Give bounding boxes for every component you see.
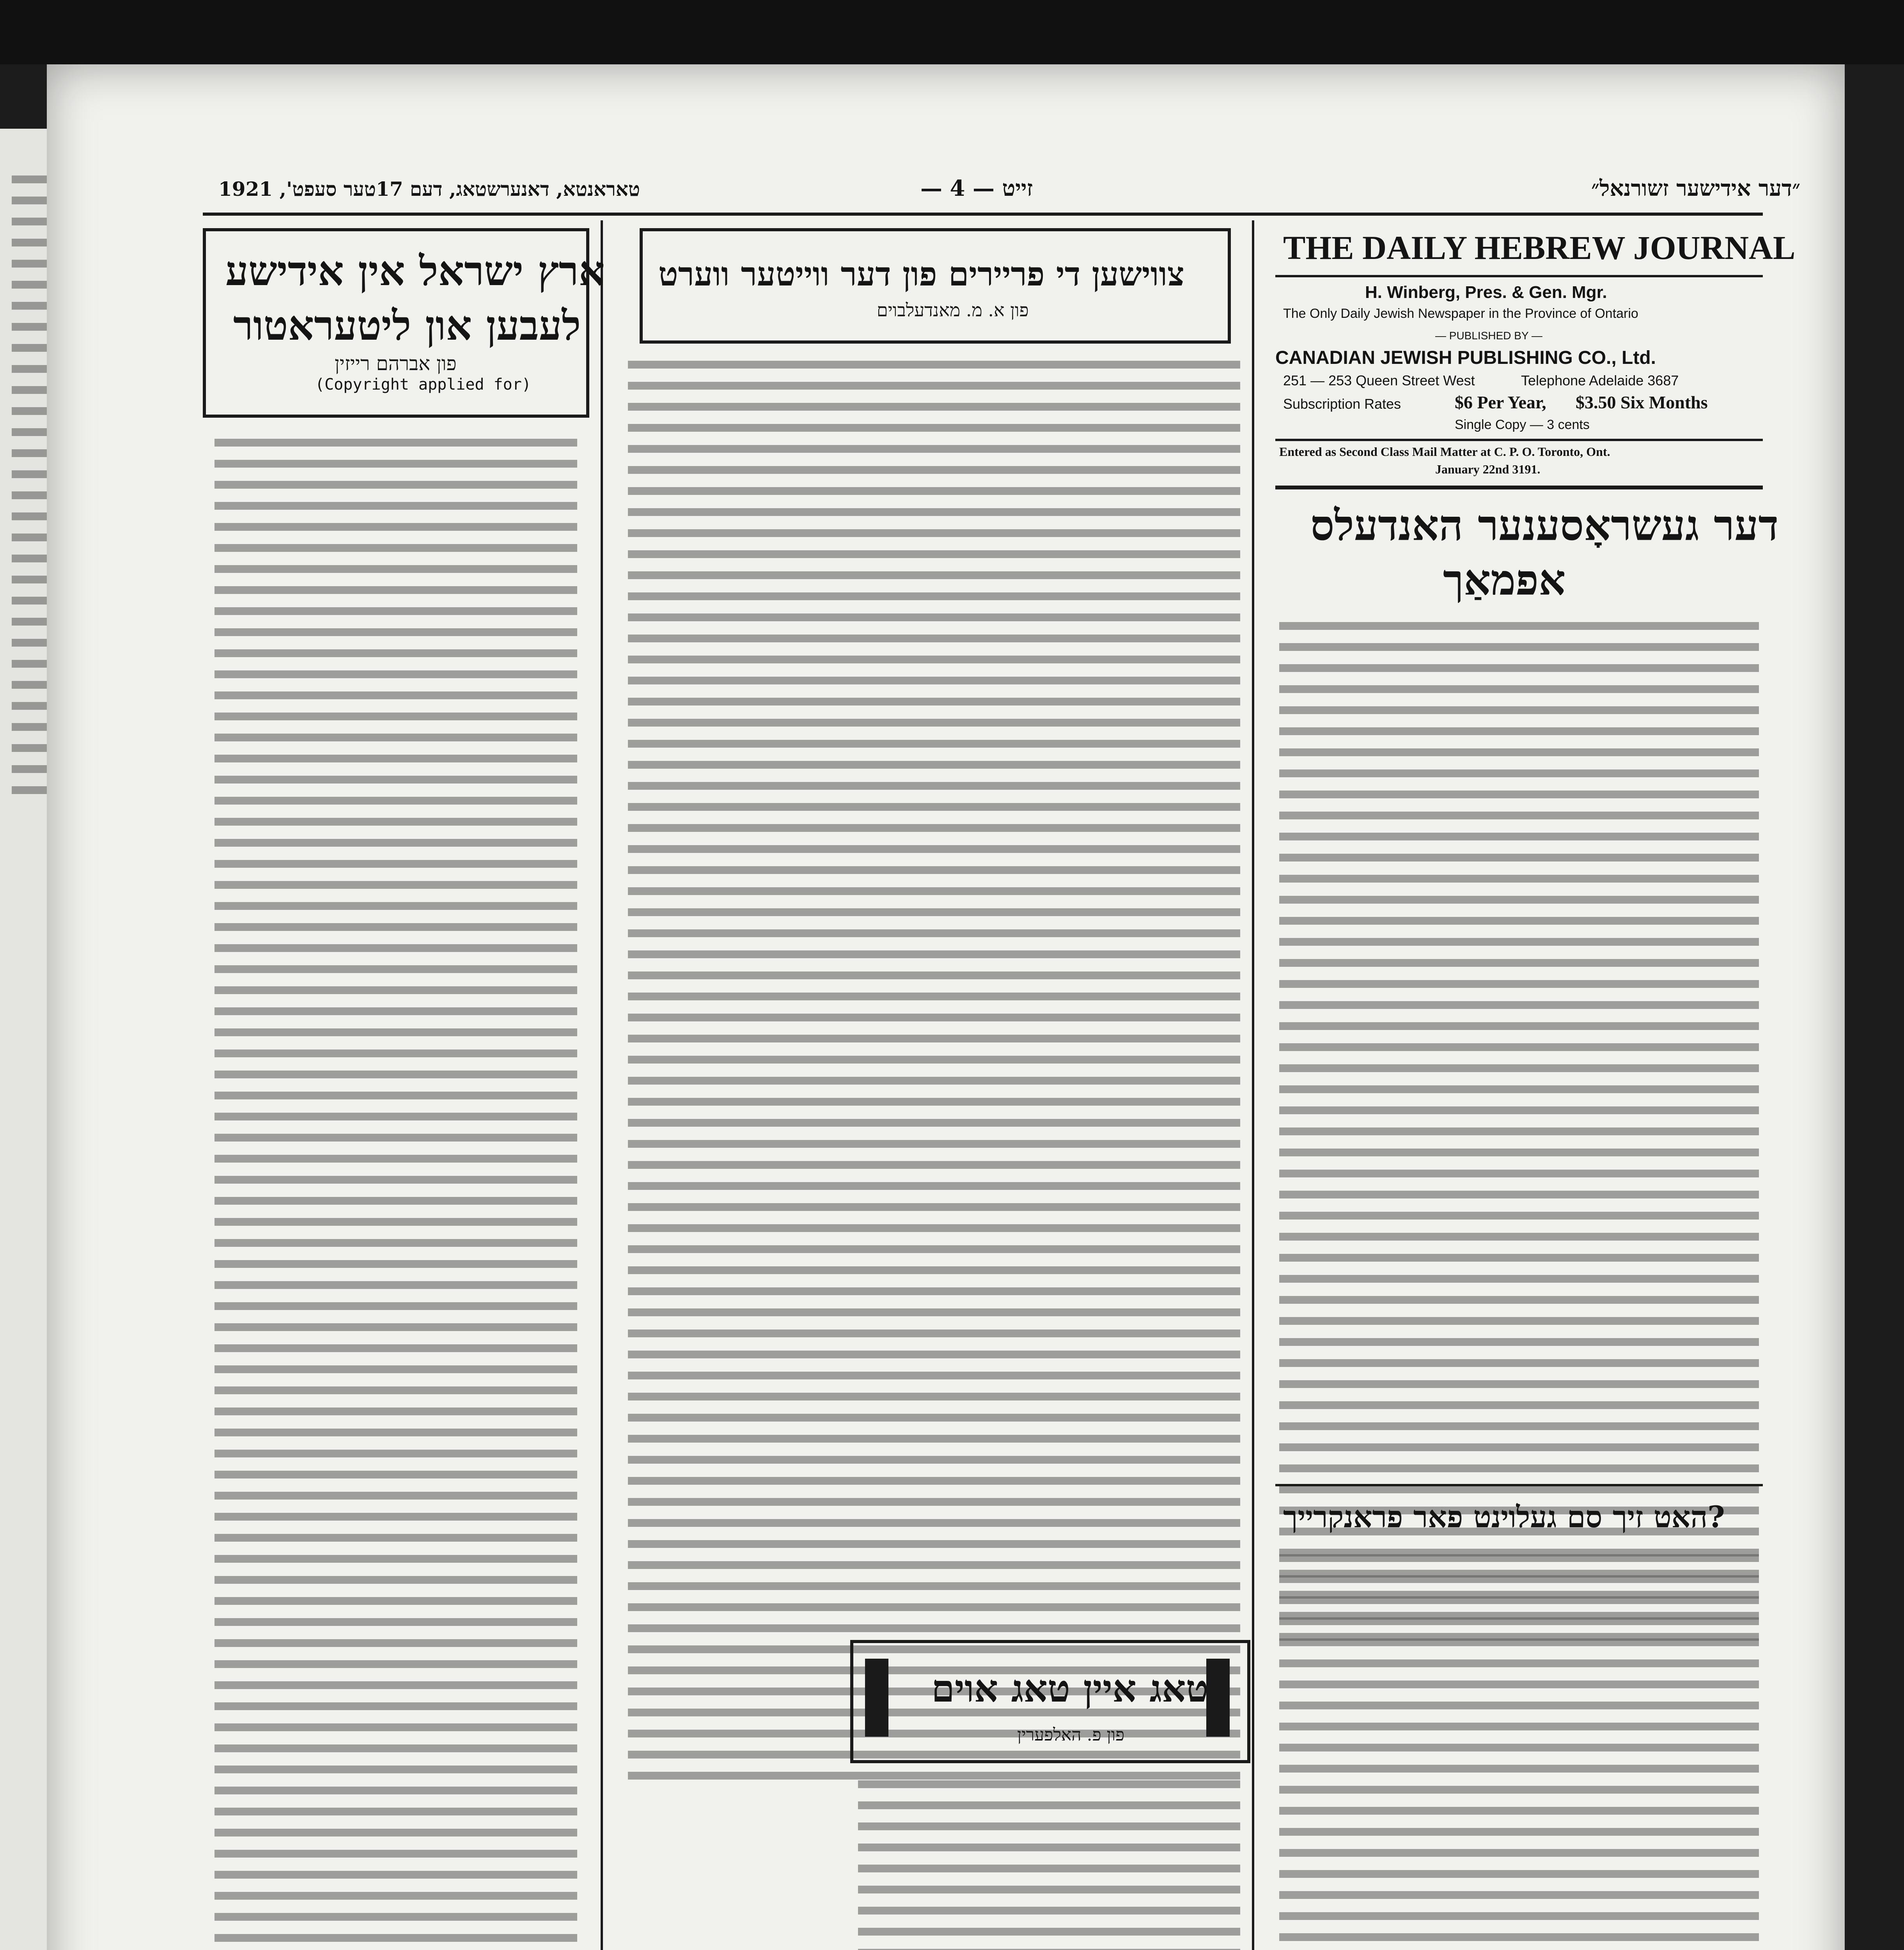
- editorial-title-line1: דער געשראָסענער האנדעלס: [1310, 501, 1779, 550]
- middle-article-title-box: [640, 228, 1231, 344]
- middle-article-byline: פון א. מ. מאנדעלבוים: [877, 300, 1029, 321]
- masthead-rate-six-months: $3.50 Six Months: [1576, 392, 1708, 412]
- masthead-published-by: — PUBLISHED BY —: [1435, 330, 1542, 342]
- masthead-manager: H. Winberg, Pres. & Gen. Mgr.: [1365, 283, 1607, 302]
- editorial-title-line2: אפמאַך: [1443, 556, 1566, 605]
- masthead-tagline: The Only Daily Jewish Newspaper in the Province of Ontario: [1283, 306, 1638, 321]
- masthead-address: 251 — 253 Queen Street West: [1283, 372, 1475, 388]
- tog-column-byline: פון פ. האלפערין: [1017, 1725, 1125, 1745]
- header-paper-name: ״דער אידישער זשורנאל״: [1591, 176, 1801, 201]
- second-article-rule: [1275, 1484, 1763, 1486]
- masthead-entered-line1: Entered as Second Class Mail Matter at C. P. O. Toronto, Ont.: [1279, 445, 1610, 459]
- masthead-entered-line2: January 22nd 3191.: [1435, 462, 1541, 476]
- column-rule: [1252, 220, 1254, 1950]
- header-page-number: זייט — 4 —: [920, 176, 1033, 201]
- left-article-copyright: (Copyright applied for): [315, 376, 531, 394]
- left-article-title-line1: ארץ ישראל אין אידישע: [225, 247, 605, 295]
- second-article-body: [1279, 1554, 1759, 1950]
- left-article-body: [215, 439, 577, 1950]
- masthead-rate-year: $6 Per Year,: [1455, 392, 1546, 412]
- left-article-title-box: [203, 228, 605, 418]
- masthead-rule: [1275, 275, 1763, 277]
- second-article-title: ?האט זיך סם געלוינט פאר פראנקרייך: [1283, 1500, 1725, 1534]
- header-date: טאראנטא, דאנערשטאג, דעם 17טער סעפט', 1921: [218, 177, 640, 200]
- tog-column-title: טאג איין טאג אוים: [931, 1666, 1209, 1711]
- left-article-title-line2: לעבען און ליטעראטור: [233, 301, 581, 349]
- newspaper-page: [47, 64, 1845, 1950]
- middle-article-title: צווישען די פריירים פון דער ווייטער ווערט: [658, 255, 1184, 293]
- column-rule: [601, 220, 603, 1950]
- masthead-rule-2: [1275, 439, 1763, 441]
- tog-column-body: [858, 1780, 1240, 1950]
- masthead-rule-3: [1275, 486, 1763, 489]
- left-article-byline: פון אברהם רייזין: [335, 352, 457, 375]
- masthead-title: THE DAILY HEBREW JOURNAL: [1283, 229, 1796, 266]
- tog-column-title-box: [850, 1640, 1250, 1763]
- masthead-single-copy: Single Copy — 3 cents: [1455, 417, 1590, 432]
- middle-article-body: [628, 361, 1240, 1793]
- ornament-left: [865, 1659, 888, 1737]
- masthead-company: CANADIAN JEWISH PUBLISHING CO., Ltd.: [1275, 347, 1656, 368]
- ornament-right: [1206, 1659, 1230, 1737]
- header-rule: [203, 213, 1763, 216]
- masthead-rates-label: Subscription Rates: [1283, 396, 1401, 412]
- masthead-telephone: Telephone Adelaide 3687: [1521, 372, 1679, 388]
